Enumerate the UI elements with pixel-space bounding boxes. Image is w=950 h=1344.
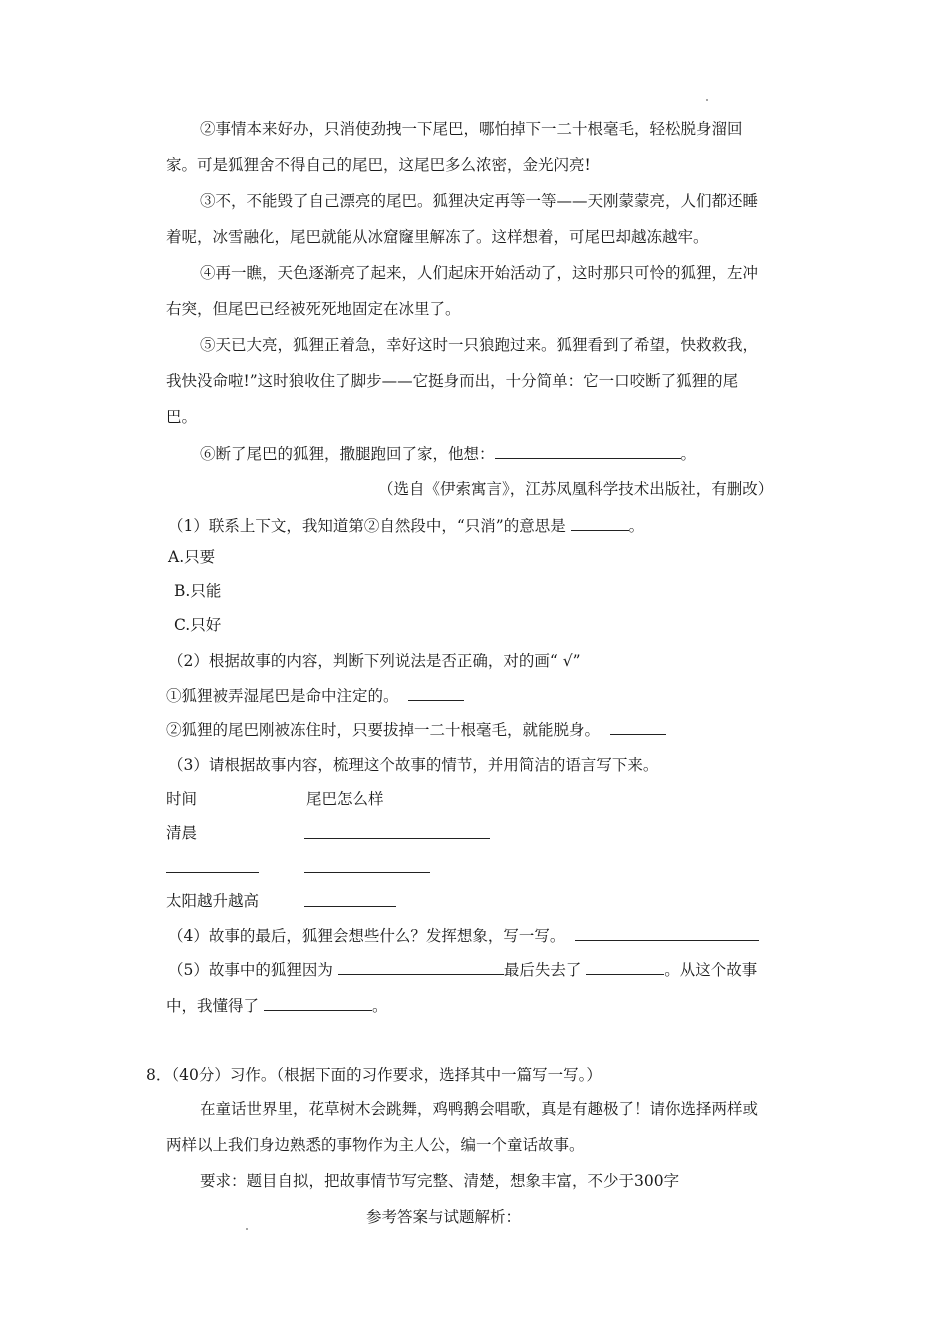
source-citation: （选自《伊索寓言》，江苏凤凰科学技术出版社，有删改） (378, 480, 774, 498)
q5-suffix: 。从这个故事 (664, 961, 758, 979)
q1-option-a[interactable]: A.只要 (168, 548, 216, 566)
q8-heading: 8．（40分）习作。（根据下面的习作要求，选择其中一篇写一写。） (146, 1066, 602, 1084)
q5-line2-suffix: 。 (371, 997, 388, 1015)
q5-blank-2[interactable] (586, 958, 664, 975)
para2-line2: 家。可是狐狸舍不得自己的尾巴，这尾巴多么浓密，金光闪亮! (166, 156, 591, 174)
q2-item-2 (166, 718, 666, 741)
q8-requirement: 要求：题目自拟，把故事情节写完整、清楚，想象丰富，不少于300字 (200, 1172, 680, 1190)
para3-line2: 着呢，冰雪融化，尾巴就能从冰窟窿里解冻了。这样想着，可尾巴却越冻越牢。 (166, 228, 709, 246)
para4-line2: 右突，但尾巴已经被死死地固定在冰里了。 (166, 300, 461, 318)
q5-blank-3[interactable] (264, 994, 372, 1011)
q3-row2-time-blank[interactable] (166, 872, 259, 873)
q2-item1-text: ①狐狸被弄湿尾巴是命中注定的。 (166, 687, 399, 705)
question-3: （3）请根据故事内容，梳理这个故事的情节，并用简洁的语言写下来。 (168, 756, 659, 774)
q3-row3-time: 太阳越升越高 (166, 892, 260, 910)
para4-line1: ④再一瞧，天色逐渐亮了起来，人们起床开始活动了，这时那只可怜的狐狸，左冲 (200, 264, 759, 282)
q1-answer-blank[interactable] (571, 514, 629, 531)
speck-bottom (246, 1228, 248, 1230)
q5-prefix: （5）故事中的狐狸因为 (168, 961, 333, 979)
answers-title: 参考答案与试题解析： (366, 1208, 522, 1226)
q4-text: （4）故事的最后，狐狸会想些什么？发挥想象，写一写。 (168, 927, 566, 945)
q3-header-time: 时间 (166, 790, 198, 808)
q8-body-line1: 在童话世界里，花草树木会跳舞，鸡鸭鹅会唱歌，真是有趣极了！请你选择两样或 (200, 1100, 759, 1118)
q5-blank-1[interactable] (338, 958, 504, 975)
q1-option-c[interactable]: C.只好 (174, 616, 222, 634)
q4-answer-blank[interactable] (575, 924, 759, 941)
question-4 (168, 924, 759, 947)
q3-header-tail: 尾巴怎么样 (306, 790, 384, 808)
q2-item-1 (166, 684, 464, 707)
q1-option-b[interactable]: B.只能 (174, 582, 222, 600)
q5-line2-prefix: 中，我懂得了 (166, 997, 260, 1015)
q5-mid: 最后失去了 (503, 961, 582, 979)
para6-answer-blank[interactable] (495, 442, 681, 459)
question-2: （2）根据故事的内容，判断下列说法是否正确，对的画“ √” (168, 652, 581, 670)
q3-row3-tail-blank[interactable] (304, 906, 396, 907)
para6-prefix: ⑥断了尾巴的狐狸，撒腿跑回了家，他想： (200, 445, 495, 463)
q3-row1-time: 清晨 (166, 824, 198, 842)
q8-body-line2: 两样以上我们身边熟悉的事物作为主人公，编一个童话故事。 (166, 1136, 585, 1154)
q1-suffix: 。 (628, 517, 645, 535)
para6-suffix: 。 (680, 445, 697, 463)
para3-line1: ③不，不能毁了自己漂亮的尾巴。狐狸决定再等一等——天刚蒙蒙亮，人们都还睡 (200, 192, 759, 210)
para6 (200, 442, 696, 465)
para5-line1: ⑤天已大亮，狐狸正着急，幸好这时一只狼跑过来。狐狸看到了希望，快救救我， (200, 336, 759, 354)
speck-top (706, 99, 708, 101)
para5-line3: 巴。 (166, 408, 198, 426)
q2-item1-blank[interactable] (408, 684, 464, 701)
q3-row2-tail-blank[interactable] (304, 872, 430, 873)
question-5-line1 (168, 958, 757, 981)
q1-prefix: （1）联系上下文，我知道第②自然段中，“只消”的意思是 (168, 517, 566, 535)
para5-line2: 我快没命啦!”这时狼收住了脚步——它挺身而出，十分简单：它一口咬断了狐狸的尾 (166, 372, 739, 390)
question-1 (168, 514, 644, 537)
question-5-line2 (166, 994, 387, 1017)
q3-row1-tail-blank[interactable] (304, 838, 490, 839)
q2-item2-blank[interactable] (610, 718, 666, 735)
para2-line1: ②事情本来好办，只消使劲拽一下尾巴，哪怕掉下一二十根毫毛，轻松脱身溜回 (200, 120, 743, 138)
q2-item2-text: ②狐狸的尾巴刚被冻住时，只要拔掉一二十根毫毛，就能脱身。 (166, 721, 601, 739)
